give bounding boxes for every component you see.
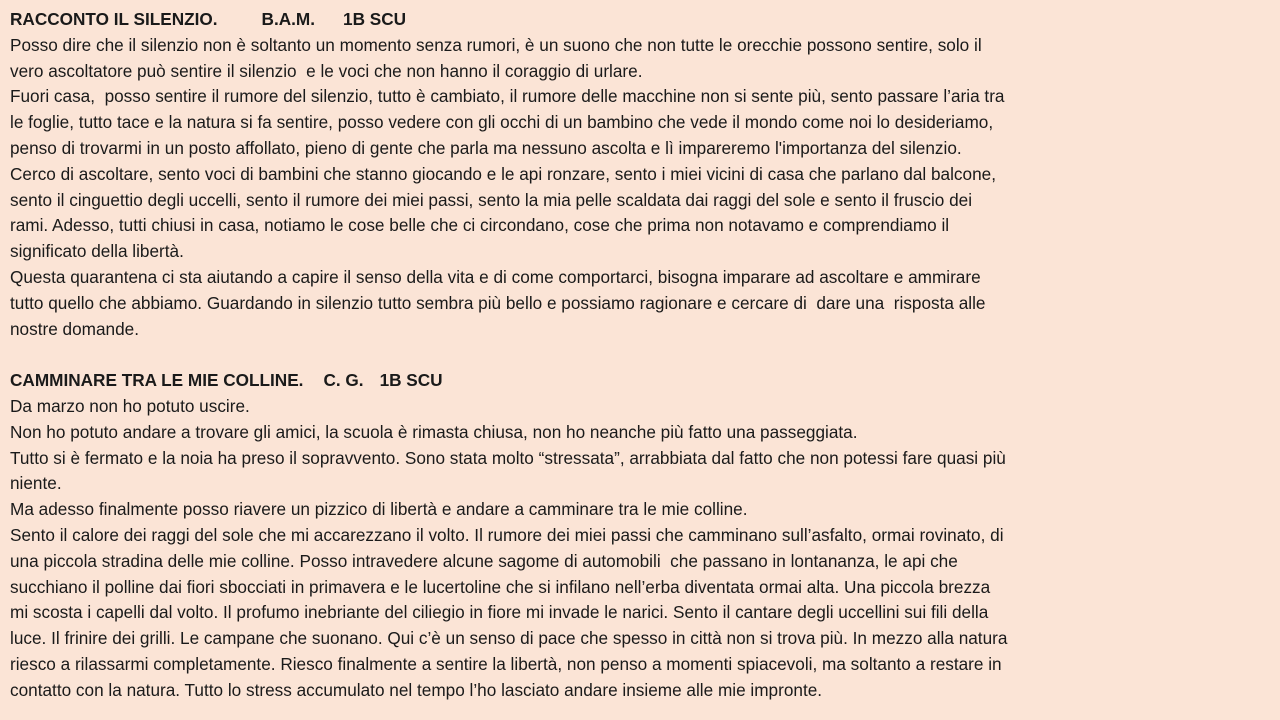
story1-line: sento il cinguettio degli uccelli, sento il rumore dei miei passi, sento la mia pelle scaldata dai raggi del sole e sento il fruscio dei: [10, 189, 973, 210]
story2-title: CAMMINARE TRA LE MIE COLLINE.: [10, 370, 304, 391]
story2-line: contatto con la natura. Tutto lo stress accumulato nel tempo l’ho lasciato andare insieme alle mie impronte.: [10, 679, 823, 700]
story2-line: succhiano il polline dai fiori sbocciati in primavera e le lucertoline che si infilano nell’erba diventata ormai alta. Una piccola brezza: [10, 576, 991, 597]
story2-body: [10, 394, 1270, 704]
story1-heading: [10, 7, 1270, 33]
story1-author: B.A.M.: [261, 9, 316, 29]
story1-line: nostre domande.: [10, 318, 139, 339]
story2-line: niente.: [10, 473, 62, 494]
story2-author: C. G.: [323, 370, 364, 391]
story2-line: Tutto si è fermato e la noia ha preso il sopravvento. Sono stata molto “stressata”, arrabbiata dal fatto che non potessi fare quasi più: [10, 447, 1006, 468]
story1-body: [10, 33, 1270, 343]
story1-line: Fuori casa, posso sentire il rumore del silenzio, tutto è cambiato, il rumore delle macchine non si sente più, sento passare l’aria tra: [10, 86, 1005, 107]
story1-line: penso di trovarmi in un posto affollato, pieno di gente che parla ma nessuno ascolta e lì impareremo l'importanza del silenzio.: [10, 137, 962, 158]
story1-line: rami. Adesso, tutti chiusi in casa, notiamo le cose belle che ci circondano, cose che prima non notavamo e comprendiamo il: [10, 215, 950, 236]
story1-line: Questa quarantena ci sta aiutando a capire il senso della vita e di come comportarci, bisogna imparare ad ascoltare e ammirare: [10, 266, 981, 287]
story1-line: vero ascoltatore può sentire il silenzio e le voci che non hanno il coraggio di urlare.: [10, 60, 643, 81]
story1-title: RACCONTO IL SILENZIO.: [10, 9, 218, 29]
story2-heading: [10, 368, 1270, 394]
story2-line: riesco a rilassarmi completamente. Riesco finalmente a sentire la libertà, non penso a momenti spiacevoli, ma soltanto a restare in: [10, 653, 1002, 674]
section-spacer: [10, 342, 1270, 368]
story1-line: Cerco di ascoltare, sento voci di bambini che stanno giocando e le api ronzare, sento i miei vicini di casa che parlano dal balcone,: [10, 163, 996, 184]
story1-line: Posso dire che il silenzio non è soltanto un momento senza rumori, è un suono che non tutte le orecchie possono sentire, solo il: [10, 34, 982, 55]
story1-class: 1B SCU: [343, 9, 407, 29]
story1-line: le foglie, tutto tace e la natura si fa sentire, posso vedere con gli occhi di un bambino che vede il mondo come noi lo desideriamo,: [10, 112, 994, 133]
story1-line: significato della libertà.: [10, 241, 184, 262]
story2-line: Sento il calore dei raggi del sole che mi accarezzano il volto. Il rumore dei miei passi che camminano sull’asfalto, ormai rovinato, di: [10, 524, 1004, 545]
story2-line: Ma adesso finalmente posso riavere un pizzico di libertà e andare a camminare tra le mie colline.: [10, 499, 748, 520]
story2-line: Non ho potuto andare a trovare gli amici, la scuola è rimasta chiusa, non ho neanche più fatto una passeggiata.: [10, 421, 858, 442]
story2-line: mi scosta i capelli dal volto. Il profumo inebriante del ciliegio in fiore mi invade le narici. Sento il cantare degli uccellini sui fili della: [10, 602, 989, 623]
story2-class: 1B SCU: [379, 370, 443, 391]
story2-line: Da marzo non ho potuto uscire.: [10, 395, 250, 416]
story2-line: una piccola stradina delle mie colline. Posso intravedere alcune sagome di automobili che passano in lontananza, le api che: [10, 550, 958, 571]
story1-line: tutto quello che abbiamo. Guardando in silenzio tutto sembra più bello e possiamo ragionare e cercare di dare una risposta alle: [10, 292, 986, 313]
story2-line: luce. Il frinire dei grilli. Le campane che suonano. Qui c’è un senso di pace che spesso in città non si trova più. In mezzo alla natura: [10, 628, 1008, 649]
